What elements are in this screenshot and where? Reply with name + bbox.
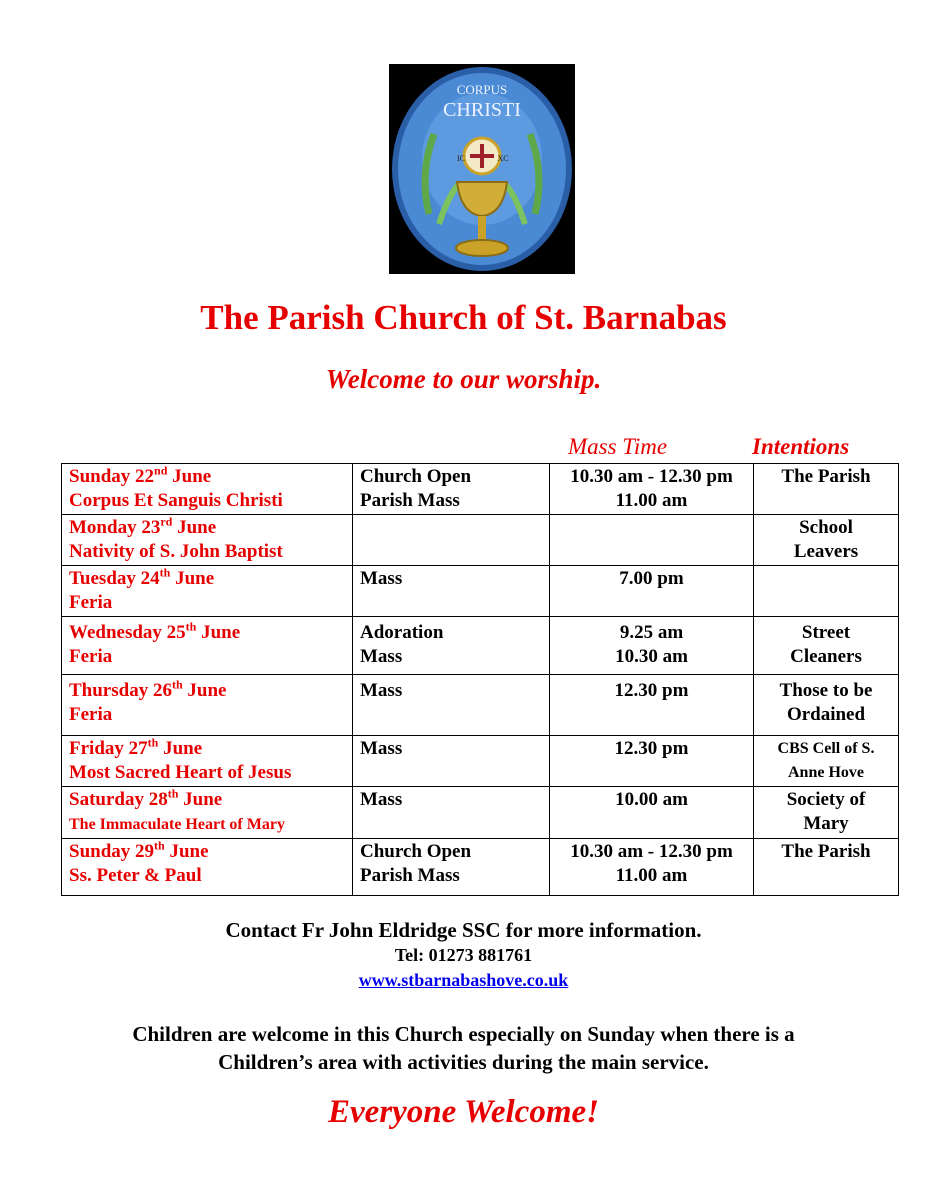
page-title: The Parish Church of St. Barnabas: [200, 298, 727, 337]
day-cell: Saturday 28th June The Immaculate Heart of Mary: [62, 787, 353, 839]
corpus-christi-logo: [389, 64, 575, 274]
day-cell: Sunday 29th June Ss. Peter & Paul: [62, 839, 353, 896]
intention-cell: The Parish: [754, 839, 899, 896]
telephone-line: Tel: 01273 881761: [394, 945, 533, 965]
service-cell: Adoration Mass: [353, 617, 550, 675]
intention-cell: Those to be Ordained: [754, 675, 899, 736]
table-row: [62, 566, 899, 617]
contact-line: Contact Fr John Eldridge SSC for more information.: [225, 918, 702, 942]
time-cell: 10.30 am - 12.30 pm 11.00 am: [550, 464, 754, 515]
table-row: [62, 464, 899, 515]
mass-schedule-table: [61, 463, 899, 896]
table-row: [62, 787, 899, 839]
intention-cell: Street Cleaners: [754, 617, 899, 675]
children-notice: Children are welcome in this Church especially on Sunday when there is a Children’s area with activities during the main service.: [132, 1022, 795, 1074]
logo-line-corpus: CORPUS: [456, 82, 508, 97]
website-link[interactable]: www.stbarnabashove.co.uk: [358, 970, 569, 990]
day-cell: Tuesday 24th June Feria: [62, 566, 353, 617]
website-line: [0, 970, 927, 991]
table-row: [62, 839, 899, 896]
intention-cell: Society of Mary: [754, 787, 899, 839]
service-cell: Mass: [353, 736, 550, 787]
table-row: [62, 736, 899, 787]
logo-line-christi: CHRISTI: [443, 99, 521, 121]
time-cell: [550, 515, 754, 566]
service-cell: Mass: [353, 675, 550, 736]
day-cell: Wednesday 25th June Feria: [62, 617, 353, 675]
table-row: [62, 515, 899, 566]
time-cell: 10.00 am: [550, 787, 754, 839]
service-cell: [353, 515, 550, 566]
logo-monogram-ic: IC: [457, 154, 465, 163]
chalice-emblem-icon: [389, 64, 575, 274]
service-cell: Church Open Parish Mass: [353, 464, 550, 515]
service-cell: Mass: [353, 566, 550, 617]
time-cell: 12.30 pm: [550, 736, 754, 787]
intention-cell: School Leavers: [754, 515, 899, 566]
table-row: [62, 675, 899, 736]
page-subtitle: Welcome to our worship.: [325, 364, 602, 394]
intention-cell: CBS Cell of S. Anne Hove: [754, 736, 899, 787]
day-cell: Sunday 22nd June Corpus Et Sanguis Christi: [62, 464, 353, 515]
column-header-mass-time: Mass Time: [568, 434, 668, 459]
column-header-intentions: Intentions: [752, 434, 850, 459]
service-cell: Church Open Parish Mass: [353, 839, 550, 896]
time-cell: 9.25 am 10.30 am: [550, 617, 754, 675]
everyone-welcome: Everyone Welcome!: [328, 1094, 599, 1130]
intention-cell: The Parish: [754, 464, 899, 515]
day-cell: Monday 23rd June Nativity of S. John Baptist: [62, 515, 353, 566]
day-cell: Thursday 26th June Feria: [62, 675, 353, 736]
logo-monogram-xc: XC: [497, 154, 509, 163]
day-cell: Friday 27th June Most Sacred Heart of Jesus: [62, 736, 353, 787]
table-row: [62, 617, 899, 675]
time-cell: 10.30 am - 12.30 pm 11.00 am: [550, 839, 754, 896]
service-cell: Mass: [353, 787, 550, 839]
time-cell: 7.00 pm: [550, 566, 754, 617]
time-cell: 12.30 pm: [550, 675, 754, 736]
intention-cell: [754, 566, 899, 617]
